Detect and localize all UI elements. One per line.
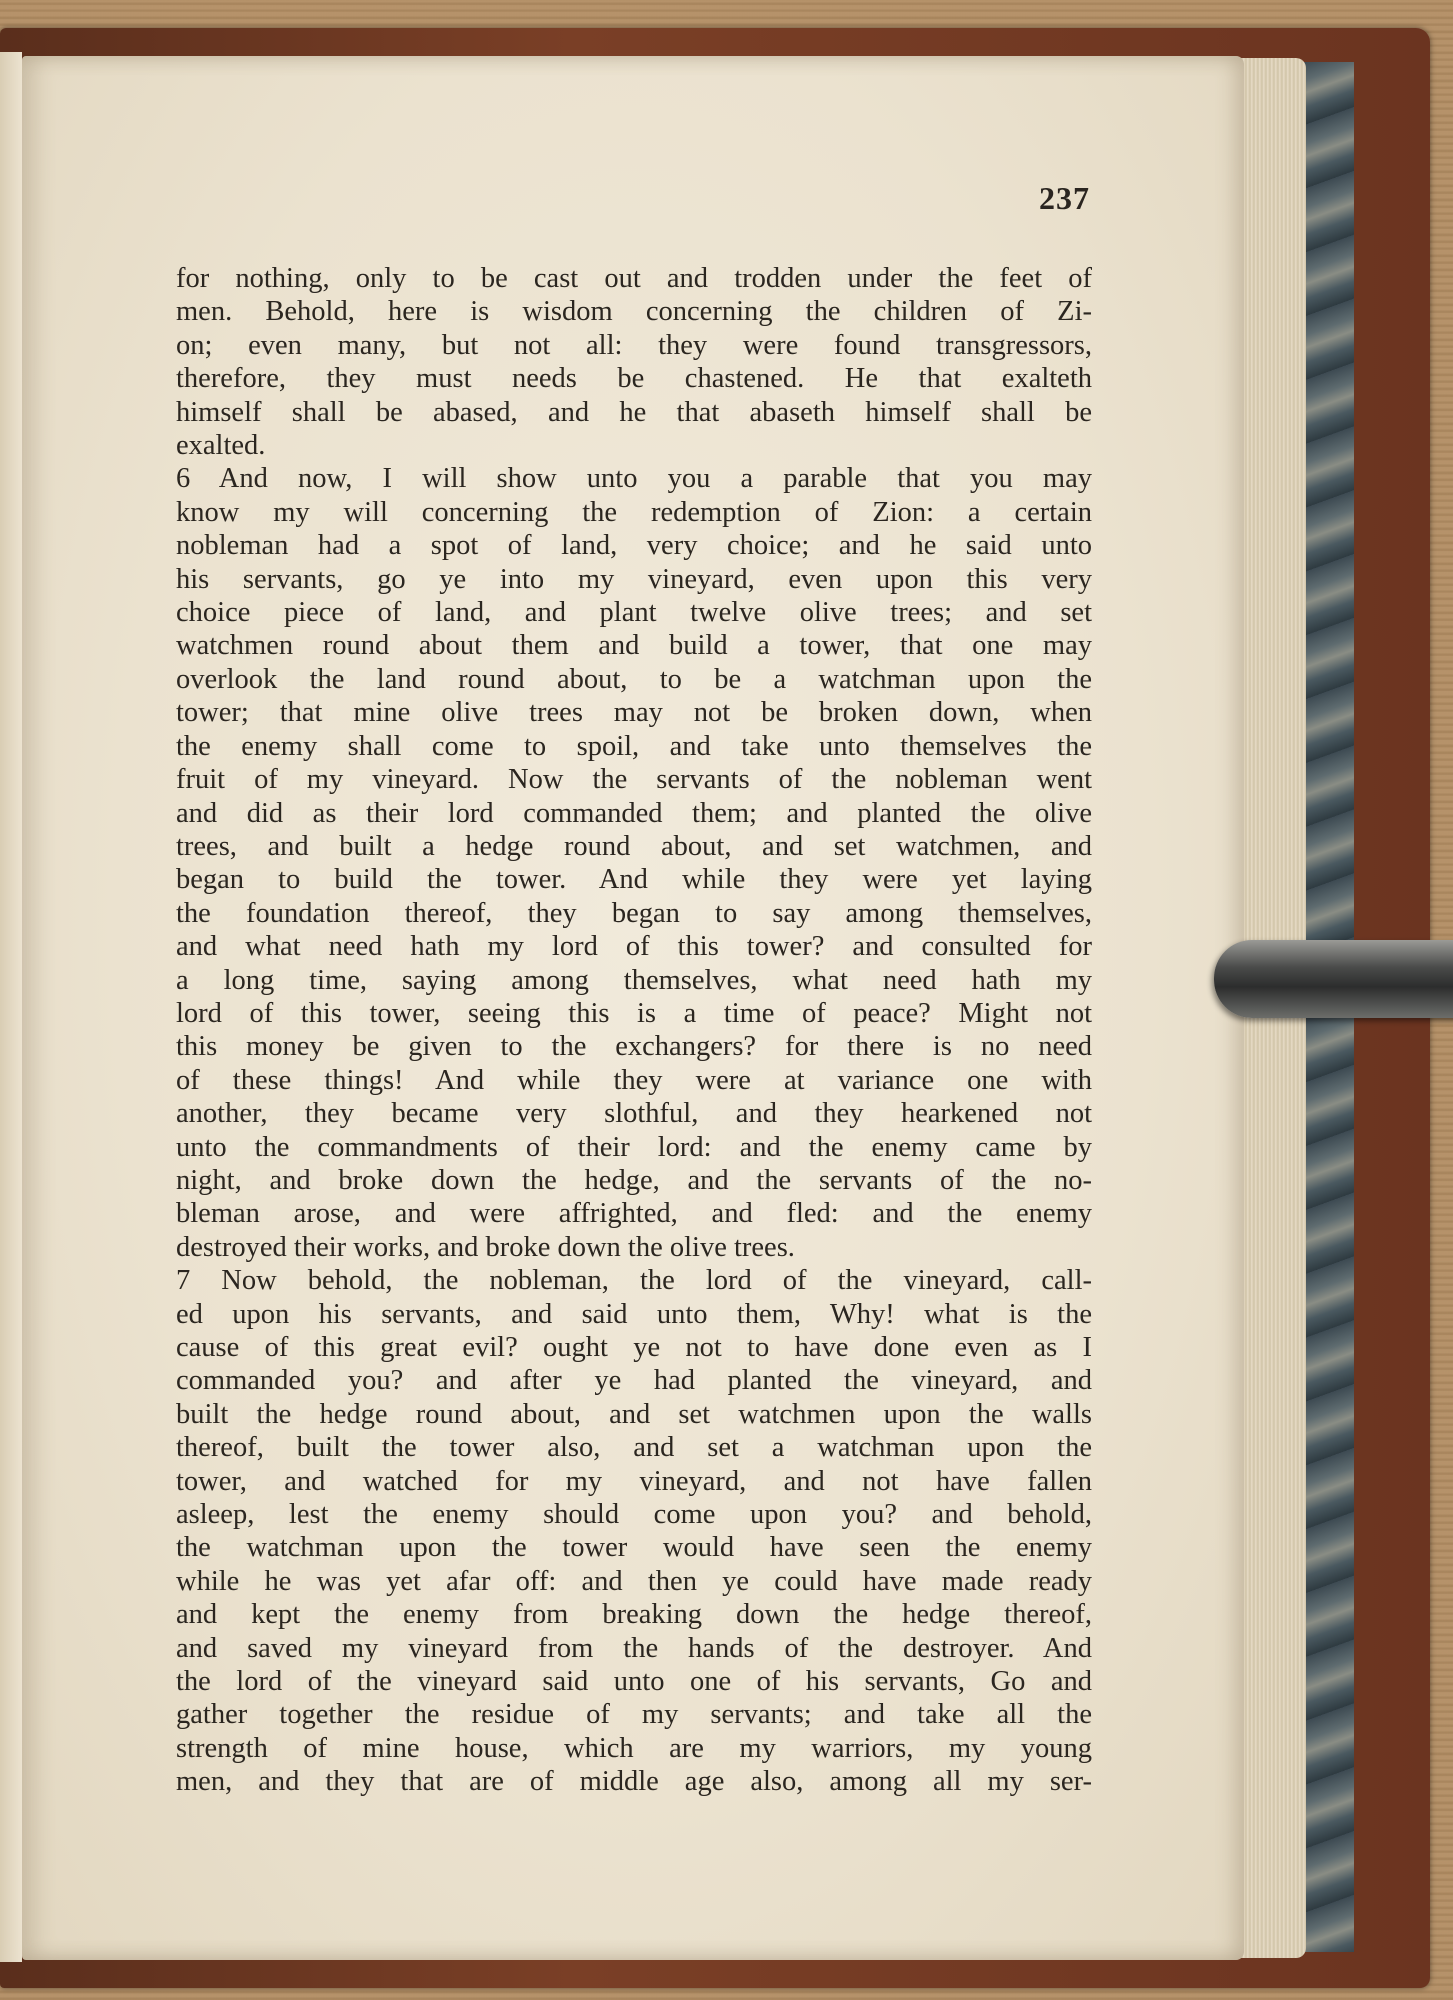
text-line: ed upon his servants, and said unto them, Why! what is the <box>176 1298 1092 1330</box>
text-line: and did as their lord commanded them; and planted the olive <box>176 797 1092 829</box>
text-line: watchmen round about them and build a tower, that one may <box>176 630 1092 662</box>
text-line: the enemy shall come to spoil, and take unto themselves the <box>176 730 1092 762</box>
text-line: lord of this tower, seeing this is a time of peace? Might not <box>176 997 1092 1029</box>
text-line: while he was yet afar off: and then ye could have made ready <box>176 1565 1092 1597</box>
text-line: of these things! And while they were at variance one with <box>176 1064 1092 1096</box>
text-line: another, they became very slothful, and they hearkened not <box>176 1098 1092 1130</box>
text-line: his servants, go ye into my vineyard, even upon this very <box>176 563 1092 595</box>
text-line: built the hedge round about, and set watchmen upon the walls <box>176 1398 1092 1430</box>
page-number: 237 <box>1039 180 1090 216</box>
text-line: men, and they that are of middle age also, among all my ser- <box>176 1766 1092 1798</box>
text-line: the lord of the vineyard said unto one of his servants, Go and <box>176 1666 1092 1698</box>
text-line: destroyed their works, and broke down the olive trees. <box>176 1231 795 1263</box>
text-line: overlook the land round about, to be a watchman upon the <box>176 663 1092 695</box>
text-line: the foundation thereof, they began to say among themselves, <box>176 897 1092 929</box>
text-line: this money be given to the exchangers? for there is no need <box>176 1031 1092 1063</box>
text-line: thereof, built the tower also, and set a watchman upon the <box>176 1432 1092 1464</box>
text-line: cause of this great evil? ought ye not to have done even as I <box>176 1332 1092 1363</box>
text-line: began to build the tower. And while they were yet laying <box>176 864 1092 896</box>
text-line: choice piece of land, and plant twelve olive trees; and set <box>176 597 1092 629</box>
text-line: fruit of my vineyard. Now the servants of the nobleman went <box>176 764 1092 796</box>
text-line: strength of mine house, which are my warriors, my young <box>176 1732 1092 1764</box>
text-line: night, and broke down the hedge, and the servants of the no- <box>176 1164 1092 1196</box>
text-line: unto the commandments of their lord: and the enemy came by <box>176 1131 1092 1163</box>
text-line: nobleman had a spot of land, very choice; and he said unto <box>176 530 1092 562</box>
text-line: therefore, they must needs be chastened. He that exalteth <box>176 363 1092 395</box>
facing-page-edge <box>0 52 22 1962</box>
text-line: commanded you? and after ye had planted the vineyard, and <box>176 1365 1092 1397</box>
text-line: a long time, saying among themselves, what need hath my <box>176 964 1092 996</box>
text-line: exalted. <box>176 430 266 462</box>
text-line: trees, and built a hedge round about, and set watchmen, and <box>176 830 1092 862</box>
text-line: asleep, lest the enemy should come upon you? and behold, <box>176 1499 1092 1531</box>
text-line: tower, and watched for my vineyard, and not have fallen <box>176 1465 1092 1497</box>
text-line: himself shall be abased, and he that abaseth himself shall be <box>176 396 1092 428</box>
page-text <box>176 262 1092 1799</box>
text-line: on; even many, but not all: they were found transgressors, <box>176 329 1092 361</box>
text-line: 7 Now behold, the nobleman, the lord of the vineyard, call- <box>176 1265 1092 1297</box>
text-line: know my will concerning the redemption of Zion: a certain <box>176 496 1092 528</box>
text-line: men. Behold, here is wisdom concerning the children of Zi- <box>176 296 1092 328</box>
text-line: bleman arose, and were affrighted, and fled: and the enemy <box>176 1198 1092 1230</box>
text-line: and what need hath my lord of this tower? and consulted for <box>176 931 1092 963</box>
text-line: for nothing, only to be cast out and trodden under the feet of <box>176 263 1092 294</box>
text-line: and kept the enemy from breaking down the hedge thereof, <box>176 1599 1092 1631</box>
text-line: 6 And now, I will show unto you a parable that you may <box>176 463 1092 495</box>
text-line: tower; that mine olive trees may not be broken down, when <box>176 697 1092 729</box>
text-line: the watchman upon the tower would have seen the enemy <box>176 1532 1092 1564</box>
metal-bookmark <box>1214 940 1453 1018</box>
text-line: gather together the residue of my servants; and take all the <box>176 1699 1092 1731</box>
text-line: and saved my vineyard from the hands of the destroyer. And <box>176 1632 1092 1664</box>
